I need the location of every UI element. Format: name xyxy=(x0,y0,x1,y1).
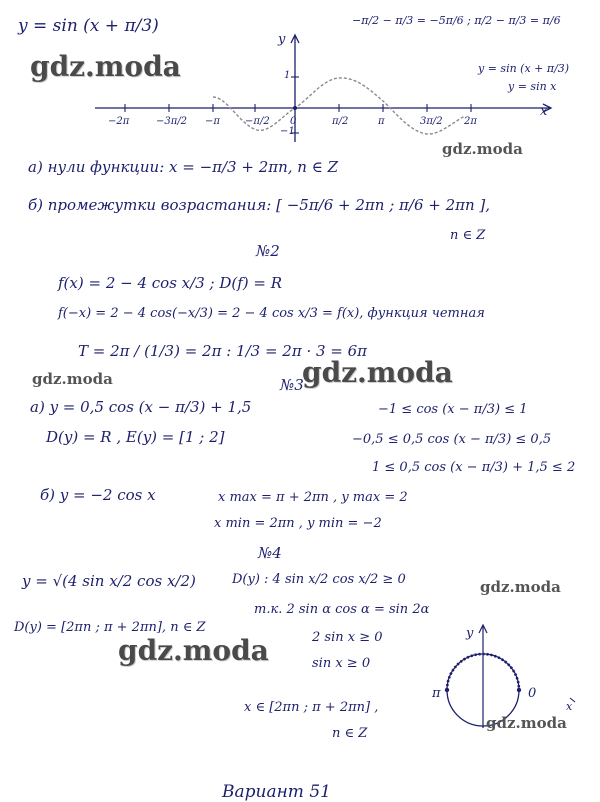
graph1-y-tick-neg: −1 xyxy=(280,126,295,137)
circle-y-label: y xyxy=(466,626,474,641)
graph1-x-tick: −π/2 xyxy=(245,116,270,127)
task3-func-b: б) y = −2 cos x xyxy=(40,486,156,504)
watermark: gdz.moda xyxy=(30,50,181,83)
circle-pi-label: π xyxy=(432,686,441,701)
task4-x-result: x ∈ [2πn ; π + 2πn] , xyxy=(244,700,379,715)
top-right-func-base: y = sin x xyxy=(508,80,557,93)
task4-cond2: 2 sin x ≥ 0 xyxy=(312,630,383,645)
task3-xmin: x min = 2πn , y min = −2 xyxy=(214,516,382,531)
task4-number: №4 xyxy=(258,544,282,562)
footer-variant: Вариант 51 xyxy=(222,782,331,802)
task3-number: №3 xyxy=(280,376,304,394)
watermark: gdz.moda xyxy=(302,356,453,389)
task4-identity: т.к. 2 sin α cos α = sin 2α xyxy=(254,602,430,617)
task1-increase: б) промежутки возрастания: [ −5π/6 + 2πn ; π/6 + 2πn ], xyxy=(28,196,491,214)
graph1-x-tick: 3π/2 xyxy=(420,116,443,127)
graph1-x-tick: π xyxy=(378,116,385,127)
sine-graph xyxy=(95,30,565,145)
watermark: gdz.moda xyxy=(480,578,561,596)
circle-x-label: x xyxy=(566,700,573,713)
graph1-x-tick: π/2 xyxy=(332,116,349,127)
watermark: gdz.moda xyxy=(442,140,523,158)
graph1-x-tick: −3π/2 xyxy=(156,116,188,127)
task4-equation: y = √(4 sin x/2 cos x/2) xyxy=(22,572,196,590)
task1-increase-tail: n ∈ Z xyxy=(450,228,486,243)
task3-xmax: x max = π + 2πn , y max = 2 xyxy=(218,490,408,505)
task3-ineq2: −0,5 ≤ 0,5 cos (x − π/3) ≤ 0,5 xyxy=(352,432,552,447)
top-right-func-shifted: y = sin (x + π/3) xyxy=(478,62,570,75)
task2-line2: f(−x) = 2 − 4 cos(−x/3) = 2 − 4 cos x/3 = f(x), функция четная xyxy=(58,306,485,321)
watermark: gdz.moda xyxy=(118,634,269,667)
graph1-y-tick-pos: 1 xyxy=(284,70,291,81)
graph1-x-tick: −π xyxy=(205,116,220,127)
task2-line1: f(x) = 2 − 4 cos x/3 ; D(f) = R xyxy=(58,274,283,292)
task3-ineq3: 1 ≤ 0,5 cos (x − π/3) + 1,5 ≤ 2 xyxy=(372,460,576,475)
watermark: gdz.moda xyxy=(32,370,113,388)
watermark: gdz.moda xyxy=(486,714,567,732)
graph1-y-label: y xyxy=(278,32,286,47)
header-equation: y = sin (x + π/3) xyxy=(18,16,159,36)
circle-zero-label: 0 xyxy=(528,686,537,701)
task3-domain-range: D(y) = R , E(y) = [1 ; 2] xyxy=(46,428,225,446)
task4-domain-condition: D(y) : 4 sin x/2 cos x/2 ≥ 0 xyxy=(232,572,406,587)
task1-zeros: а) нули функции: x = −π/3 + 2πn, n ∈ Z xyxy=(28,158,339,176)
graph1-x-label: x xyxy=(540,104,548,119)
task4-domain-result: D(y) = [2πn ; π + 2πn], n ∈ Z xyxy=(14,620,206,635)
task2-number: №2 xyxy=(256,242,280,260)
top-right-calc: −π/2 − π/3 = −5π/6 ; π/2 − π/3 = π/6 xyxy=(352,14,561,27)
task2-period: T = 2π / (1/3) = 2π : 1/3 = 2π · 3 = 6π xyxy=(78,342,368,360)
task4-x-result-tail: n ∈ Z xyxy=(332,726,368,741)
graph1-x-tick: −2π xyxy=(108,116,130,127)
task3-ineq1: −1 ≤ cos (x − π/3) ≤ 1 xyxy=(378,402,528,417)
graph1-x-tick: 0 xyxy=(290,116,297,127)
graph1-x-tick: 2π xyxy=(464,116,477,127)
task3-func-a: а) y = 0,5 cos (x − π/3) + 1,5 xyxy=(30,398,252,416)
task4-cond3: sin x ≥ 0 xyxy=(312,656,371,671)
